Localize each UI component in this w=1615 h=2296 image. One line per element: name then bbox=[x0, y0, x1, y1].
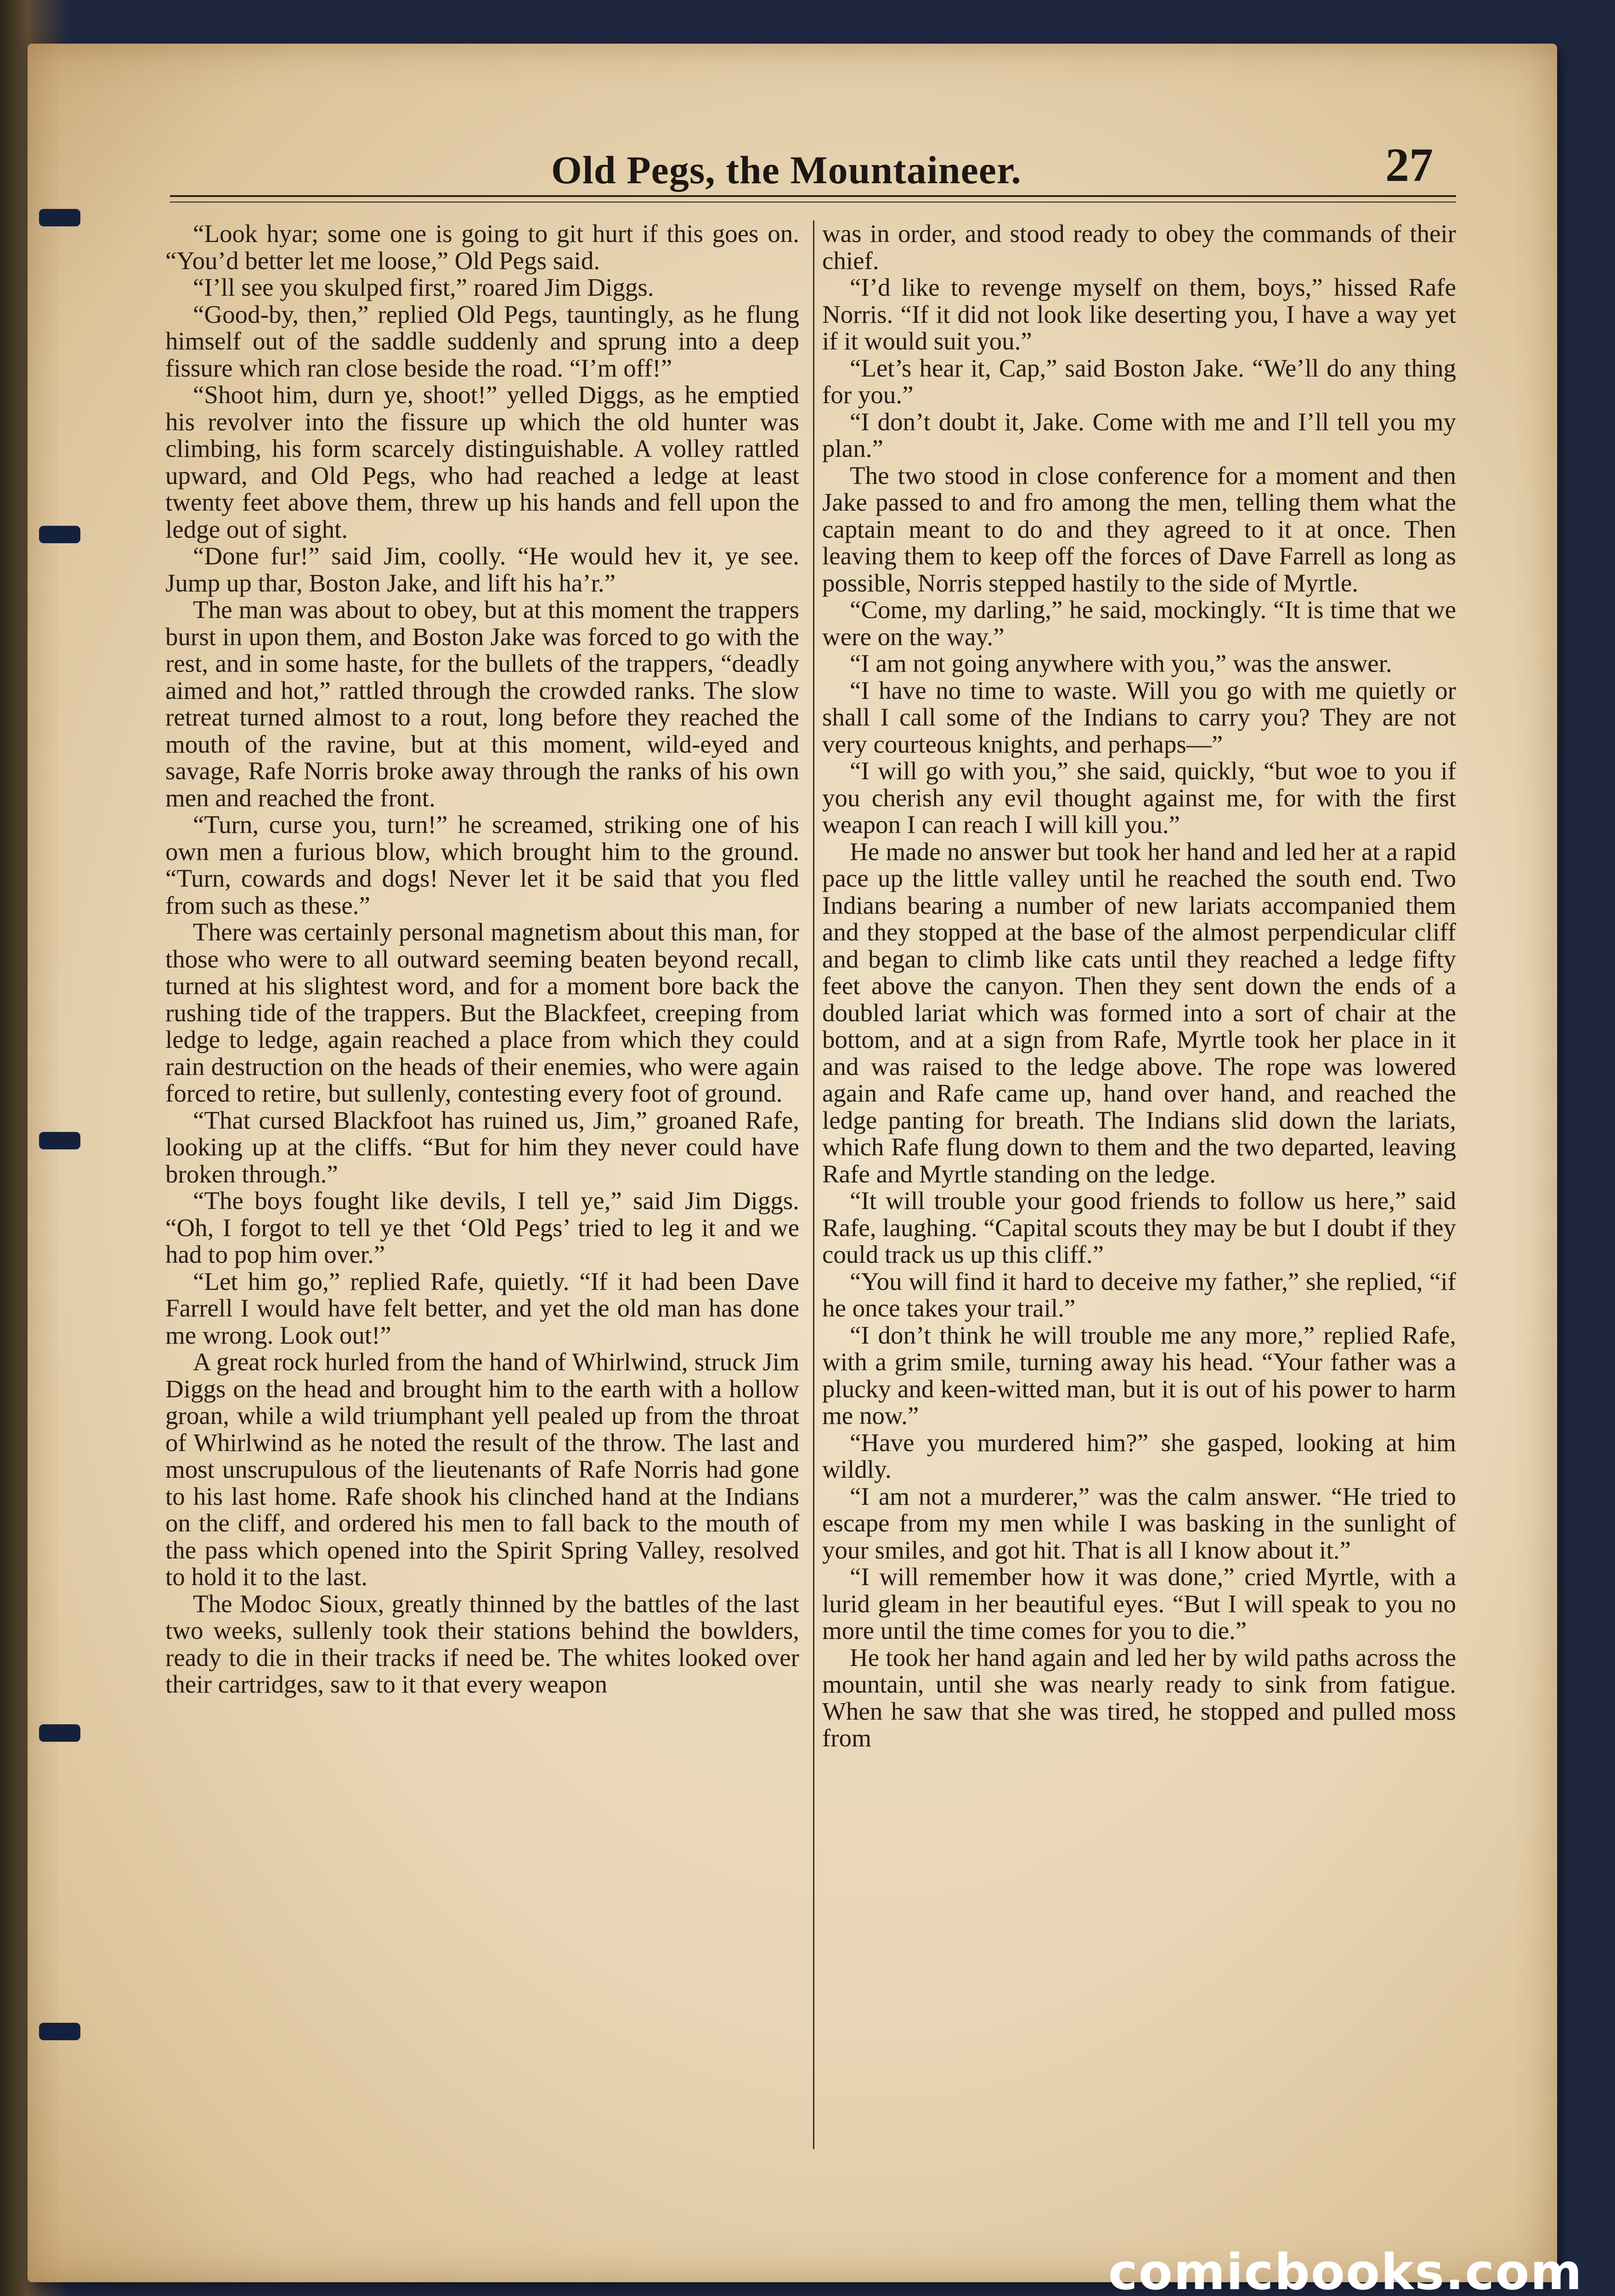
paragraph: He took her hand again and led her by wild paths across the mountain, until she was nearly ready to sink from fatigue. When he saw that she was tired, he stopped and pulled moss from bbox=[822, 1643, 1456, 1752]
binding-stitch bbox=[39, 1132, 80, 1149]
paragraph: “You will find it hard to deceive my father,” she replied, “if he once takes your trail.” bbox=[822, 1267, 1456, 1322]
paragraph: “Done fur!” said Jim, coolly. “He would hev it, ye see. Jump up thar, Boston Jake, and lift his ha’r.” bbox=[165, 542, 799, 597]
paragraph: “I have no time to waste. Will you go with me quietly or shall I call some of the Indians to carry you? They are not very courteous knights, and perhaps—” bbox=[822, 676, 1456, 758]
column-divider bbox=[813, 220, 814, 2149]
paragraph: “Let’s hear it, Cap,” said Boston Jake. “We’ll do any thing for you.” bbox=[822, 354, 1456, 409]
paragraph: “I will remember how it was done,” cried Myrtle, with a lurid gleam in her beautiful eyes. “But I will speak to you no more until the time comes for you to die.” bbox=[822, 1563, 1456, 1644]
paragraph: “I’d like to revenge myself on them, boys,” hissed Rafe Norris. “If it did not look like deserting you, I have a way yet if it would suit you.” bbox=[822, 273, 1456, 355]
binding-stitch bbox=[39, 1724, 80, 1742]
paragraph: “Look hyar; some one is going to git hurt if this goes on. “You’d better let me loose,” Old Pegs said. bbox=[165, 219, 799, 275]
paragraph: The man was about to obey, but at this moment the trappers burst in upon them, and Boston Jake was forced to go with the rest, and in some haste, for the bullets of the trappers, “deadly aimed and hot,” rattled through the crowded ranks. The slow retreat turned almost to a rout, long before they reached the mouth of the ravine, but at this moment, wild-eyed and savage, Rafe Norris broke away through the ranks of his own men and reached the front. bbox=[165, 596, 799, 812]
watermark: comicbooks.com bbox=[1108, 2244, 1583, 2296]
page-header bbox=[551, 106, 1433, 197]
paragraph: “Good-by, then,” replied Old Pegs, tauntingly, as he flung himself out of the saddle suddenly and sprung into a deep fissure which ran close beside the road. “I’m off!” bbox=[165, 300, 799, 382]
paragraph: “That cursed Blackfoot has ruined us, Jim,” groaned Rafe, looking up at the cliffs. “But for him they never could have broken through.” bbox=[165, 1106, 799, 1188]
paragraph: “Shoot him, durn ye, shoot!” yelled Diggs, as he emptied his revolver into the fissure up which the old hunter was climbing, his form scarcely distinguishable. A volley rattled upward, and Old Pegs, who had reached a ledge at least twenty feet above them, threw up his hands and fell upon the ledge out of sight. bbox=[165, 381, 799, 543]
paragraph: “I will go with you,” she said, quickly, “but woe to you if you cherish any evil thought against me, for with the first weapon I can reach I will kill you.” bbox=[822, 757, 1456, 838]
paragraph: “I don’t think he will trouble me any more,” replied Rafe, with a grim smile, turning away his head. “Your father was a plucky and keen-witted man, but it is out of his power to harm me now.” bbox=[822, 1321, 1456, 1429]
paragraph: was in order, and stood ready to obey the commands of their chief. bbox=[822, 219, 1456, 275]
paragraph: He made no answer but took her hand and led her at a rapid pace up the little valley until he reached the south end. Two Indians bearing a number of new lariats accompanied them and they stopped at the base of the almost perpendicular cliff and began to climb like cats until they reached a ledge fifty feet above the canyon. Then they sent down the ends of a doubled lariat which was formed into a sort of chair at the bottom, and at a sign from Rafe, Myrtle took her place in it and was raised to the ledge above. The rope was lowered again and Rafe came up, hand over hand, and reached the ledge panting for breath. The Indians slid down the lariats, which Rafe flung down to them and the two departed, leaving Rafe and Myrtle standing on the ledge. bbox=[822, 837, 1456, 1188]
paragraph: “I am not a murderer,” was the calm answer. “He tried to escape from my men while I was basking in the sunlight of your smiles, and got hit. That is all I know about it.” bbox=[822, 1482, 1456, 1564]
right-text-column bbox=[822, 220, 1456, 1752]
paragraph: “Have you murdered him?” she gasped, looking at him wildly. bbox=[822, 1428, 1456, 1483]
paragraph: “I don’t doubt it, Jake. Come with me and I’ll tell you my plan.” bbox=[822, 407, 1456, 462]
binding-stitch bbox=[39, 526, 80, 543]
paragraph: “Let him go,” replied Rafe, quietly. “If it had been Dave Farrell I would have felt better, and yet the old man has done me wrong. Look out!” bbox=[165, 1267, 799, 1349]
paragraph: The two stood in close conference for a moment and then Jake passed to and fro among the men, telling them what the captain meant to do and they agreed to it at once. Then leaving them to keep off the forces of Dave Farrell as long as possible, Norris stepped hastily to the side of Myrtle. bbox=[822, 461, 1456, 597]
paragraph: “Turn, curse you, turn!” he screamed, striking one of his own men a furious blow, which brought him to the ground. “Turn, cowards and dogs! Never let it be said that you fled from such as these.” bbox=[165, 810, 799, 919]
paragraph: “I’ll see you skulped first,” roared Jim Diggs. bbox=[193, 273, 654, 301]
paragraph: The Modoc Sioux, greatly thinned by the battles of the last two weeks, sullenly took their stations behind the bowlders, ready to die in their tracks if need be. The whites looked over their cartridges, saw to it that every weapon bbox=[165, 1589, 799, 1698]
page-number: 27 bbox=[1385, 139, 1433, 191]
paragraph: There was certainly personal magnetism about this man, for those who were to all outward seeming beaten beyond recall, turned at his slightest word, and for a moment bore back the rushing tide of the trappers. But the Blackfeet, creeping from ledge to ledge, again reached a place from which they could rain destruction on the heads of their enemies, who were again forced to retire, but sullenly, contesting every foot of ground. bbox=[165, 918, 799, 1107]
left-text-column bbox=[165, 220, 799, 1698]
paragraph: “I am not going anywhere with you,” was the answer. bbox=[850, 649, 1392, 677]
binding-stitch bbox=[39, 209, 80, 226]
header-rule bbox=[170, 195, 1456, 203]
paragraph: “It will trouble your good friends to follow us here,” said Rafe, laughing. “Capital scouts they may be but I doubt if they could track us up this cliff.” bbox=[822, 1187, 1456, 1268]
paragraph: “Come, my darling,” he said, mockingly. “It is time that we were on the way.” bbox=[822, 596, 1456, 651]
paragraph: A great rock hurled from the hand of Whirlwind, struck Jim Diggs on the head and brought him to the earth with a hollow groan, while a wild triumphant yell pealed up from the throat of Whirlwind as he noted the result of the throw. The last and most unscrupulous of the lieutenants of Rafe Norris had gone to his last home. Rafe shook his clinched hand at the Indians on the cliff, and ordered his men to fall back to the mouth of the pass which opened into the Spirit Spring Valley, resolved to hold it to the last. bbox=[165, 1348, 799, 1591]
binding-stitch bbox=[39, 2023, 80, 2040]
paragraph: “The boys fought like devils, I tell ye,” said Jim Diggs. “Oh, I forgot to tell ye thet ‘Old Pegs’ tried to leg it and we had to pop him over.” bbox=[165, 1187, 799, 1268]
running-title: Old Pegs, the Mountaineer. bbox=[551, 148, 1022, 192]
